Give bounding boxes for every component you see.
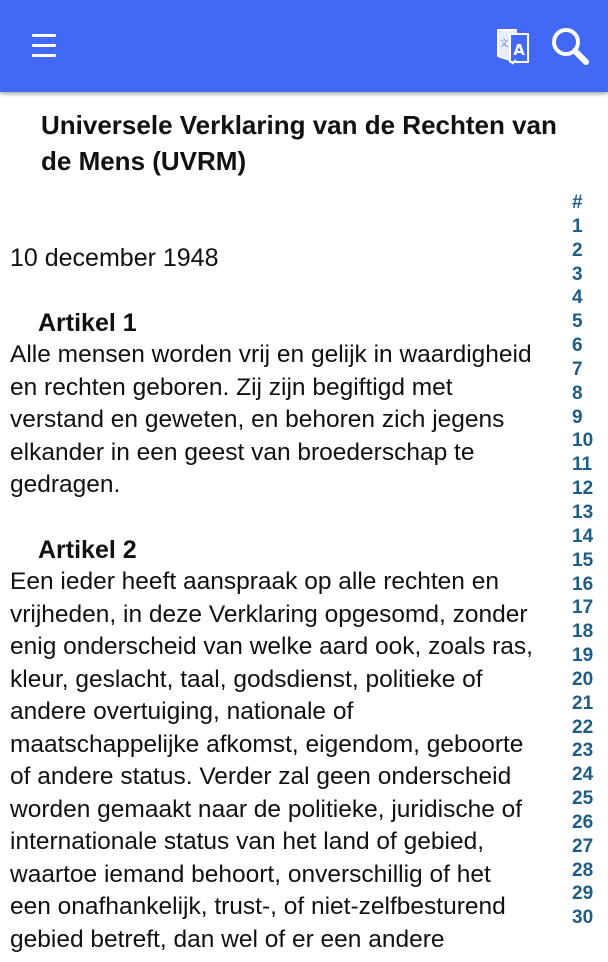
article-line: of andere status. Verder zal geen onderscheid [10, 763, 512, 790]
app-bar [0, 0, 608, 92]
index-link-11[interactable]: 11 [572, 454, 593, 476]
index-link-6[interactable]: 6 [572, 335, 583, 357]
article-heading: Artikel 1 [38, 309, 137, 337]
search-button[interactable] [548, 24, 592, 68]
index-link-10[interactable]: 10 [572, 430, 594, 452]
svg-text:A: A [513, 41, 525, 59]
index-link-25[interactable]: 25 [572, 788, 594, 810]
article-1 [10, 307, 608, 502]
article-line: maatschappelijke afkomst, eigendom, geboorte [10, 730, 524, 758]
article-line: elkander in een geest van broederschap te [10, 438, 475, 466]
index-link-26[interactable]: 26 [572, 811, 594, 833]
article-2 [10, 534, 608, 956]
menu-button[interactable] [22, 26, 66, 66]
index-link-21[interactable]: 21 [572, 692, 594, 714]
document-content[interactable] [0, 92, 608, 962]
menu-icon [32, 34, 56, 37]
article-index [572, 191, 608, 930]
index-link-8[interactable]: 8 [572, 382, 583, 404]
article-line: een onafhankelijk, trust-, of niet-zelfbesturend [10, 893, 506, 920]
article-line: verstand en geweten, en behoren zich jegens [10, 406, 505, 433]
document-date: 10 december 1948 [10, 244, 219, 272]
index-link-4[interactable]: 4 [572, 287, 583, 309]
index-link-top[interactable]: # [572, 192, 583, 213]
article-line: enig onderscheid van welke aard ook, zoals ras, [10, 633, 533, 660]
index-link-23[interactable]: 23 [572, 740, 594, 762]
index-link-15[interactable]: 15 [572, 549, 594, 571]
index-link-18[interactable]: 18 [572, 621, 594, 643]
index-link-2[interactable]: 2 [572, 239, 583, 261]
index-link-14[interactable]: 14 [572, 525, 594, 547]
index-link-28[interactable]: 28 [572, 859, 594, 881]
article-line: Een ieder heeft aanspraak op alle rechten en [10, 568, 499, 595]
article-line: Alle mensen worden vrij en gelijk in waardigheid [10, 341, 532, 368]
index-link-27[interactable]: 27 [572, 835, 594, 857]
index-link-7[interactable]: 7 [572, 358, 583, 380]
index-link-13[interactable]: 13 [572, 501, 594, 523]
translate-icon [494, 26, 532, 66]
article-text [10, 566, 608, 956]
article-line: gedragen. [10, 471, 121, 498]
index-link-19[interactable]: 19 [572, 645, 594, 667]
index-link-3[interactable]: 3 [572, 263, 583, 285]
article-heading: Artikel 2 [38, 536, 137, 564]
index-link-1[interactable]: 1 [572, 215, 583, 237]
article-line: andere overtuiging, nationale of [10, 698, 354, 725]
index-link-24[interactable]: 24 [572, 764, 594, 786]
svg-text:文: 文 [499, 39, 509, 49]
article-line: waartoe iemand behoort, onverschillig of het [10, 860, 491, 888]
index-link-20[interactable]: 20 [572, 668, 594, 690]
article-line: gebied betreft, dan wel of er een andere [10, 925, 445, 953]
index-link-5[interactable]: 5 [572, 311, 583, 333]
translate-button[interactable] [494, 26, 532, 66]
search-icon [548, 24, 592, 68]
article-text [10, 339, 608, 502]
index-link-12[interactable]: 12 [572, 478, 594, 500]
document-title: Universele Verklaring van de Rechten van de Mens (UVRM) [41, 110, 557, 176]
article-line: internationale status van het land of gebied, [10, 828, 485, 855]
article-line: vrijheden, in deze Verklaring opgesomd, zonder [10, 600, 528, 628]
index-link-16[interactable]: 16 [572, 573, 594, 595]
index-link-29[interactable]: 29 [572, 883, 594, 905]
index-link-22[interactable]: 22 [572, 716, 594, 738]
article-line: worden gemaakt naar de politieke, juridische of [10, 795, 523, 823]
index-link-17[interactable]: 17 [572, 597, 594, 619]
article-line: kleur, geslacht, taal, godsdienst, politieke of [10, 665, 483, 693]
index-link-9[interactable]: 9 [572, 406, 583, 428]
index-link-30[interactable]: 30 [572, 907, 594, 929]
article-line: en rechten geboren. Zij zijn begiftigd met [10, 373, 453, 401]
